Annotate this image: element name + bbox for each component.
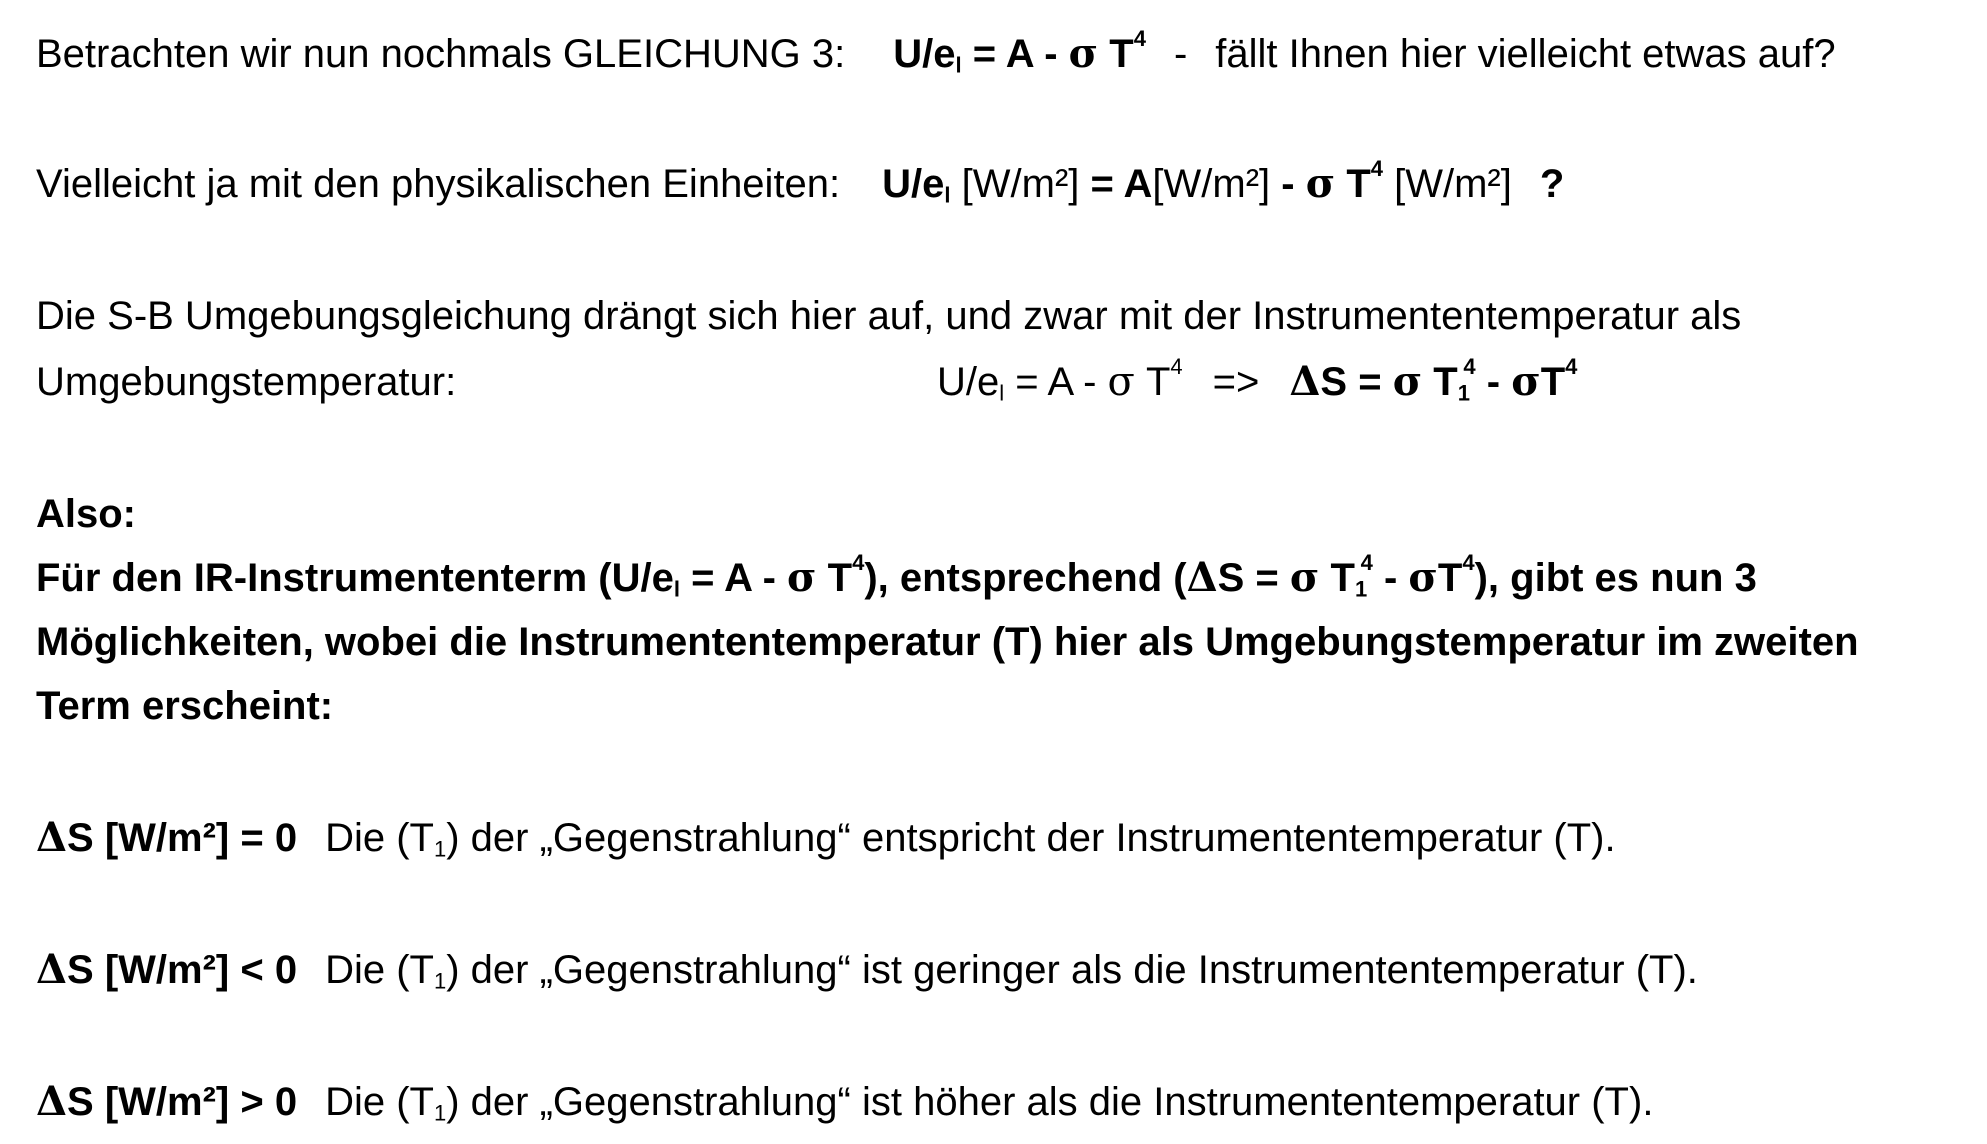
question-text: fällt Ihnen hier vielleicht etwas auf?: [1215, 32, 1836, 76]
minus-sign: -: [1475, 360, 1512, 404]
eq-T: T: [1098, 32, 1134, 76]
condition-text: S [W/m²] = 0: [67, 816, 298, 860]
case-less: [36, 946, 1698, 994]
eq-T: T: [1134, 360, 1171, 404]
exponent: 4: [1462, 550, 1475, 576]
subscript: 1: [1354, 576, 1368, 602]
condition-text: S [W/m²] > 0: [67, 1080, 298, 1124]
question-mark: ?: [1539, 162, 1565, 206]
eq-T: T: [1335, 162, 1371, 206]
eq-T1-sub: 1: [1457, 380, 1470, 406]
subscript: l: [673, 576, 680, 602]
case-condition: [36, 1080, 297, 1124]
eq-rhs: = A -: [961, 32, 1069, 76]
eq-lhs: U/e: [893, 32, 956, 76]
case-text: ) der „Gegenstrahlung“ ist höher als die Instrumententemperatur (T).: [446, 1080, 1654, 1124]
sigma-symbol: σ: [1408, 554, 1438, 601]
also-label: Also:: [36, 492, 136, 536]
text: S =: [1217, 556, 1290, 600]
case-equal: [36, 814, 1616, 862]
delta-symbol: Δ: [36, 1078, 68, 1125]
eq-T2-exponent: 4: [1565, 354, 1578, 380]
condition-text: S [W/m²] < 0: [67, 948, 298, 992]
eq-lhs-sub: l: [999, 380, 1005, 406]
case-text: Die (T: [325, 948, 434, 992]
case-condition: [36, 816, 297, 860]
sigma-symbol: σ: [1289, 554, 1320, 601]
delta-symbol: Δ: [1289, 358, 1321, 405]
delta-symbol: Δ: [1186, 554, 1218, 601]
eq-rest: = A -: [1004, 360, 1108, 404]
sigma-symbol: σ: [1511, 358, 1541, 405]
text: T: [816, 556, 853, 600]
also-line-3: Term erscheint:: [36, 684, 334, 728]
eq-T2: T: [1540, 360, 1566, 404]
para-sb-line-b: Umgebungstemperatur:: [36, 360, 457, 404]
case-text: Die (T: [325, 1080, 434, 1124]
eq-exponent: 4: [1170, 354, 1183, 380]
sigma-symbol: σ: [1305, 160, 1336, 207]
sigma-symbol: σ: [1392, 358, 1423, 405]
subscript: 1: [433, 836, 447, 862]
line-units: [36, 156, 1565, 208]
eq-T1: T: [1422, 360, 1458, 404]
unit: [W/m²]: [1152, 162, 1282, 206]
delta-symbol: Δ: [36, 946, 68, 993]
text: = A -: [679, 556, 788, 600]
eq-lhs: U/e: [937, 360, 1000, 404]
sigma-symbol: σ: [787, 554, 817, 601]
eq-lhs: U/e: [882, 162, 945, 206]
case-greater: [36, 1078, 1654, 1126]
equation-3: [893, 26, 1146, 78]
eq-A: A: [1123, 162, 1153, 206]
also-line-2: Möglichkeiten, wobei die Instrumententemperatur (T) hier als Umgebungstemperatur im zweiten: [36, 620, 1859, 664]
text: T: [1437, 556, 1463, 600]
sb-equation: [937, 354, 1578, 406]
dash: -: [1173, 32, 1188, 76]
subscript: 1: [433, 1100, 447, 1126]
implies-arrow: =>: [1212, 360, 1260, 404]
eq-exponent: 4: [1370, 156, 1383, 182]
line-equation-3: [36, 26, 1836, 78]
text: Für den IR-Instrumententerm (U/e: [36, 556, 674, 600]
also-line-1: [36, 550, 1757, 602]
case-text: ) der „Gegenstrahlung“ entspricht der Instrumententemperatur (T).: [446, 816, 1616, 860]
sigma-symbol: σ: [1107, 359, 1135, 405]
text: -: [1372, 556, 1409, 600]
intro-text: Betrachten wir nun nochmals GLEICHUNG 3:: [36, 32, 846, 76]
text: ), entsprechend (: [864, 556, 1187, 600]
eq-exponent: 4: [1133, 26, 1146, 52]
delta-symbol: Δ: [36, 814, 68, 861]
minus-sign: -: [1281, 162, 1306, 206]
eq-T1-exponent: 4: [1463, 354, 1476, 380]
case-condition: [36, 948, 297, 992]
unit: [W/m²]: [950, 162, 1091, 206]
intro-text: Vielleicht ja mit den physikalischen Einheiten:: [36, 162, 841, 206]
eq-lhs-sub: l: [944, 182, 951, 208]
text: ), gibt es nun 3: [1474, 556, 1757, 600]
exponent: 4: [1360, 550, 1373, 576]
case-text: Die (T: [325, 816, 434, 860]
exponent: 4: [852, 550, 865, 576]
subscript: 1: [433, 968, 447, 994]
para-sb-line-a: Die S-B Umgebungsgleichung drängt sich hier auf, und zwar mit der Instrumententemperatur als: [36, 294, 1742, 338]
text: T: [1319, 556, 1355, 600]
case-text: ) der „Gegenstrahlung“ ist geringer als die Instrumententemperatur (T).: [446, 948, 1698, 992]
unit: [W/m²]: [1383, 162, 1512, 206]
ds-lhs: S =: [1320, 360, 1393, 404]
eq-lhs-sub: l: [955, 52, 962, 78]
eq-sign: =: [1090, 162, 1124, 206]
sigma-symbol: σ: [1068, 30, 1099, 77]
delta-s-equation: [1289, 354, 1578, 406]
